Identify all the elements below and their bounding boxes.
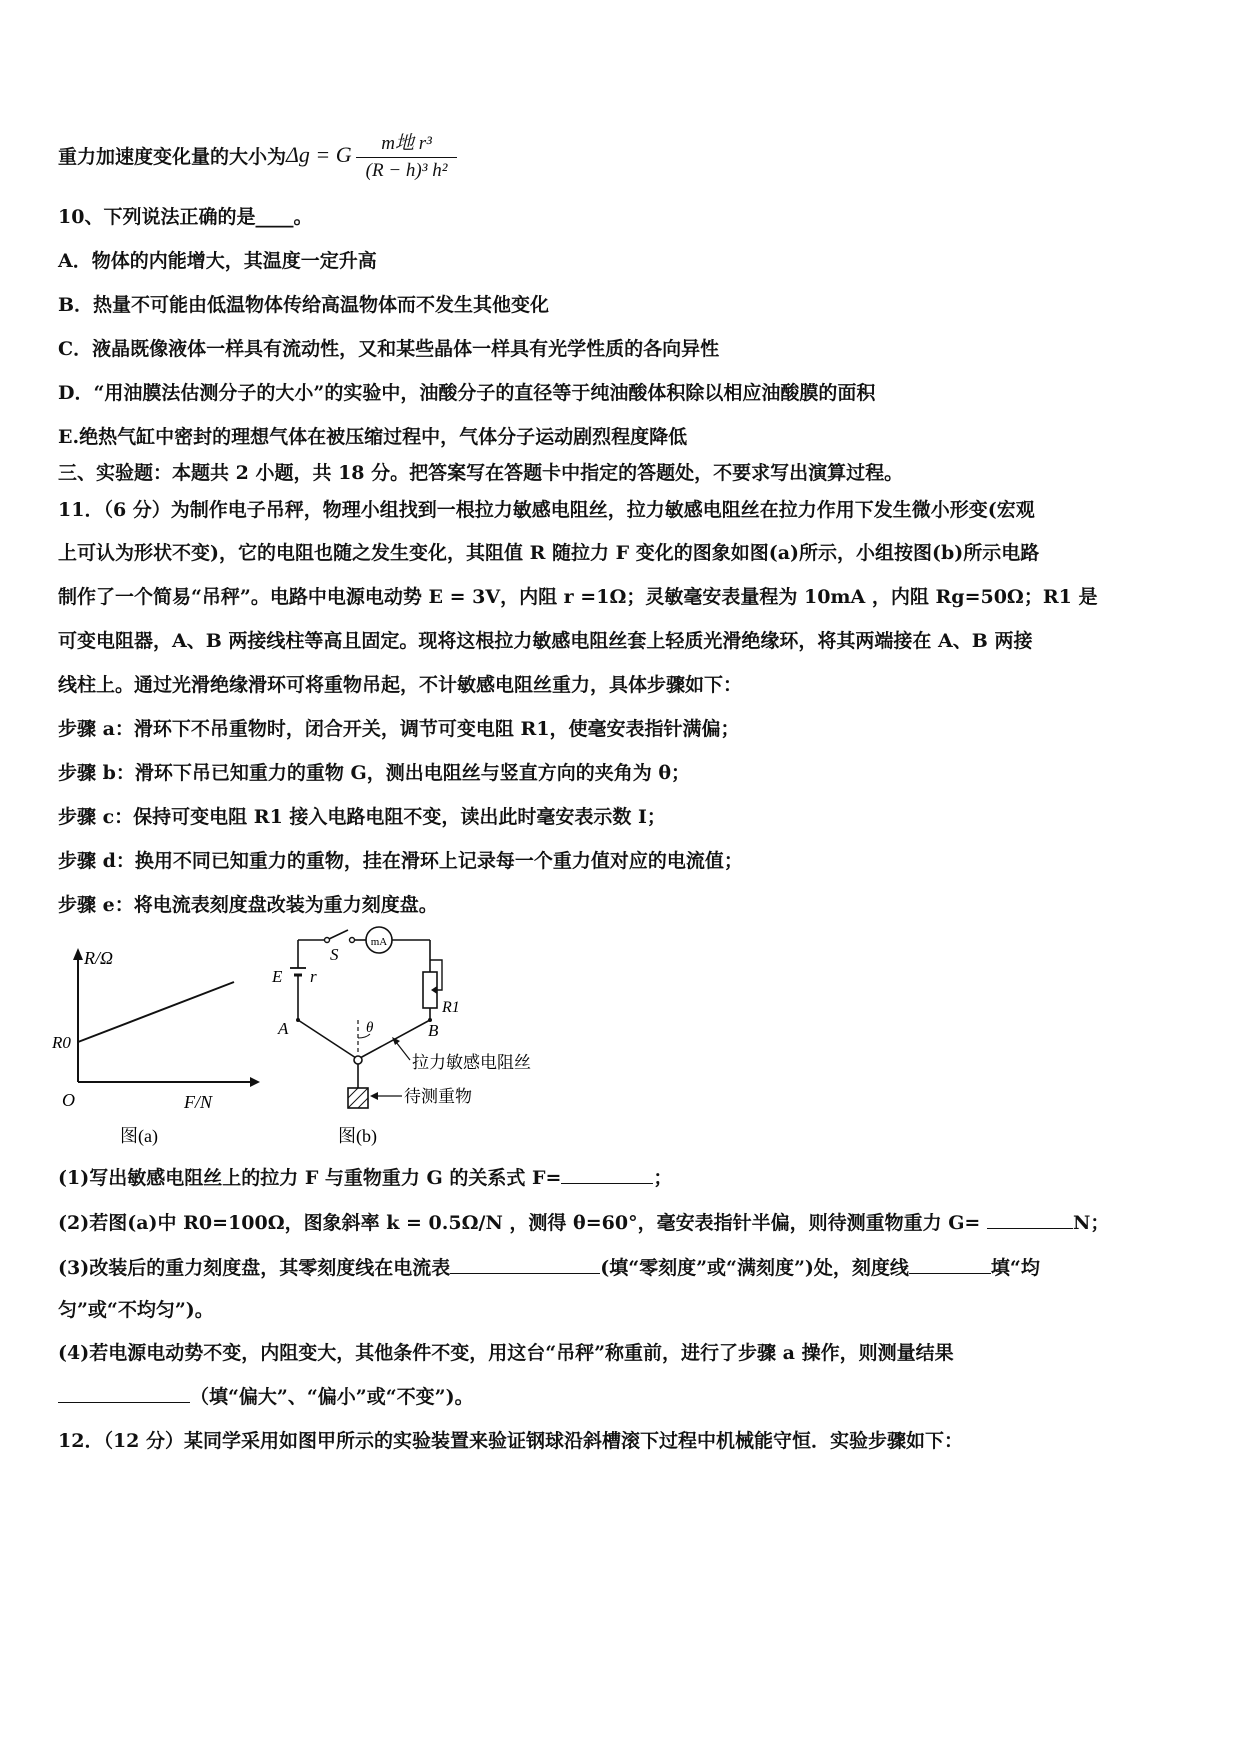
q11-intro-line-4: 可变电阻器，A、B 两接线柱等高且固定。现将这根拉力敏感电阻丝套上轻质光滑绝缘环，将其两端接在 A、B 两接 <box>58 630 1033 652</box>
formula-fraction <box>356 128 458 182</box>
insulating-ring <box>354 1056 362 1064</box>
q10-option-a: A．物体的内能增大，其温度一定升高 <box>58 250 377 272</box>
formula-lhs: Δg = G <box>286 142 352 167</box>
q11-sub-4-line-2 <box>58 1384 474 1410</box>
q11-step-d: 步骤 d：换用不同已知重力的重物，挂在滑环上记录每一个重力值对应的电流值； <box>58 850 743 872</box>
answer-blank-3a[interactable] <box>450 1255 600 1274</box>
q11-sub-3-text: (3)改装后的重力刻度盘，其零刻度线在电流表 <box>58 1257 451 1279</box>
formula-label: 重力加速度变化量的大小为 <box>58 145 287 168</box>
q11-sub-3-line-2: 匀”或“不均匀”)。 <box>58 1299 214 1321</box>
q10-option-c: C．液晶既像液体一样具有流动性，又和某些晶体一样具有光学性质的各向异性 <box>58 338 720 360</box>
q11-step-a: 步骤 a：滑环下不吊重物时，闭合开关，调节可变电阻 R1，使毫安表指针满偏； <box>58 718 740 740</box>
formula-numerator: m地 r³ <box>381 133 432 154</box>
terminal-a-label: A <box>278 1019 289 1038</box>
sensitive-wire-left <box>298 1020 356 1058</box>
q11-sub-4: (4)若电源电动势不变，内阻变大，其他条件不变，用这台“吊秤”称重前，进行了步骤 a 操作，则测量结果 <box>58 1342 954 1364</box>
internal-resistance-label: r <box>310 967 317 986</box>
y-axis-label: R/Ω <box>84 948 114 968</box>
switch-label: S <box>330 945 339 964</box>
milliammeter-label: mA <box>370 936 388 948</box>
q11-intro-line-2: 上可认为形状不变)，它的电阻也随之发生变化，其阻值 R 随拉力 F 变化的图象如图(a)所示，小组按图(b)所示电路 <box>58 542 1040 564</box>
y-axis-arrow-icon <box>73 948 83 960</box>
figure-a-caption: 图(a) <box>120 1126 158 1146</box>
r-f-line <box>78 982 234 1042</box>
q10-stem: 10、下列说法正确的是____。 <box>58 206 313 228</box>
q12-stem: 12．（12 分）某同学采用如图甲所示的实验装置来验证钢球沿斜槽滚下过程中机械能守恒．实验步骤如下： <box>58 1430 963 1452</box>
q10-option-b: B．热量不可能由低温物体传给高温物体而不发生其他变化 <box>58 294 550 316</box>
weight-callout-label: 待测重物 <box>404 1087 472 1106</box>
figure-b-caption: 图(b) <box>338 1126 377 1146</box>
r0-label: R0 <box>52 1033 71 1052</box>
q11-sub-3 <box>58 1255 1040 1281</box>
answer-blank-1[interactable] <box>561 1165 653 1184</box>
q11-sub-2-end: N； <box>1072 1212 1110 1234</box>
formula-denominator: (R − h)³ h² <box>356 157 458 182</box>
q11-intro-line-5: 线柱上。通过光滑绝缘滑环可将重物吊起，不计敏感电阻丝重力，具体步骤如下： <box>58 674 743 696</box>
q11-intro-line-3: 制作了一个简易“吊秤”。电路中电源电动势 E = 3V，内阻 r =1Ω；灵敏毫安表量程为 10mA ，内阻 Rg=50Ω；R1 是 <box>58 586 1098 608</box>
x-axis-arrow-icon <box>250 1077 260 1087</box>
q11-step-b: 步骤 b：滑环下吊已知重力的重物 G，测出电阻丝与竖直方向的夹角为 θ； <box>58 762 691 784</box>
emf-label: E <box>272 967 283 986</box>
figure-a-graph <box>50 940 270 1160</box>
answer-blank-3b[interactable] <box>909 1255 991 1274</box>
q11-sub-2-text: (2)若图(a)中 R0=100Ω，图象斜率 k = 0.5Ω/N ，测得 θ=60°，毫安表指针半偏，则待测重物重力 G= <box>58 1212 987 1234</box>
theta-label: θ <box>366 1020 374 1036</box>
q11-step-e: 步骤 e：将电流表刻度盘改装为重力刻度盘。 <box>58 894 438 916</box>
gravity-formula <box>58 128 457 182</box>
q11-sub-1-text: (1)写出敏感电阻丝上的拉力 F 与重物重力 G 的关系式 F= <box>58 1167 562 1189</box>
q11-sub-1-end: ； <box>653 1167 673 1189</box>
weight-callout-arrow-icon <box>370 1092 378 1100</box>
switch-blade <box>329 930 348 939</box>
q10-option-d: D．“用油膜法估测分子的大小”的实验中，油酸分子的直径等于纯油酸体积除以相应油酸膜的面积 <box>58 382 876 404</box>
q11-sub-3-end: 填“均 <box>990 1257 1040 1279</box>
answer-blank-2[interactable] <box>987 1210 1073 1229</box>
q11-intro-line-1: 11．（6 分）为制作电子吊秤，物理小组找到一根拉力敏感电阻丝，拉力敏感电阻丝在拉力作用下发生微小形变(宏观 <box>58 499 1035 521</box>
section-3-header: 三、实验题：本题共 2 小题，共 18 分。把答案写在答题卡中指定的答题处，不要求写出演算过程。 <box>58 462 904 484</box>
terminal-b-label: B <box>428 1021 439 1040</box>
origin-label: O <box>62 1090 75 1110</box>
q11-sub-2 <box>58 1210 1109 1236</box>
q11-step-c: 步骤 c：保持可变电阻 R1 接入电路电阻不变，读出此时毫安表示数 I； <box>58 806 666 828</box>
r1-label: R1 <box>442 999 460 1016</box>
q11-sub-1 <box>58 1165 672 1191</box>
q11-sub-4-end: （填“偏大”、“偏小”或“不变”)。 <box>190 1386 474 1408</box>
figure-b-circuit <box>270 920 590 1160</box>
q10-option-e: E.绝热气缸中密封的理想气体在被压缩过程中，气体分子运动剧烈程度降低 <box>58 426 688 448</box>
x-axis-label: F/N <box>184 1092 213 1112</box>
q11-sub-3-middle: (填“零刻度”或“满刻度”)处，刻度线 <box>600 1257 909 1279</box>
answer-blank-4[interactable] <box>58 1384 190 1403</box>
wire-callout-label: 拉力敏感电阻丝 <box>412 1053 531 1072</box>
